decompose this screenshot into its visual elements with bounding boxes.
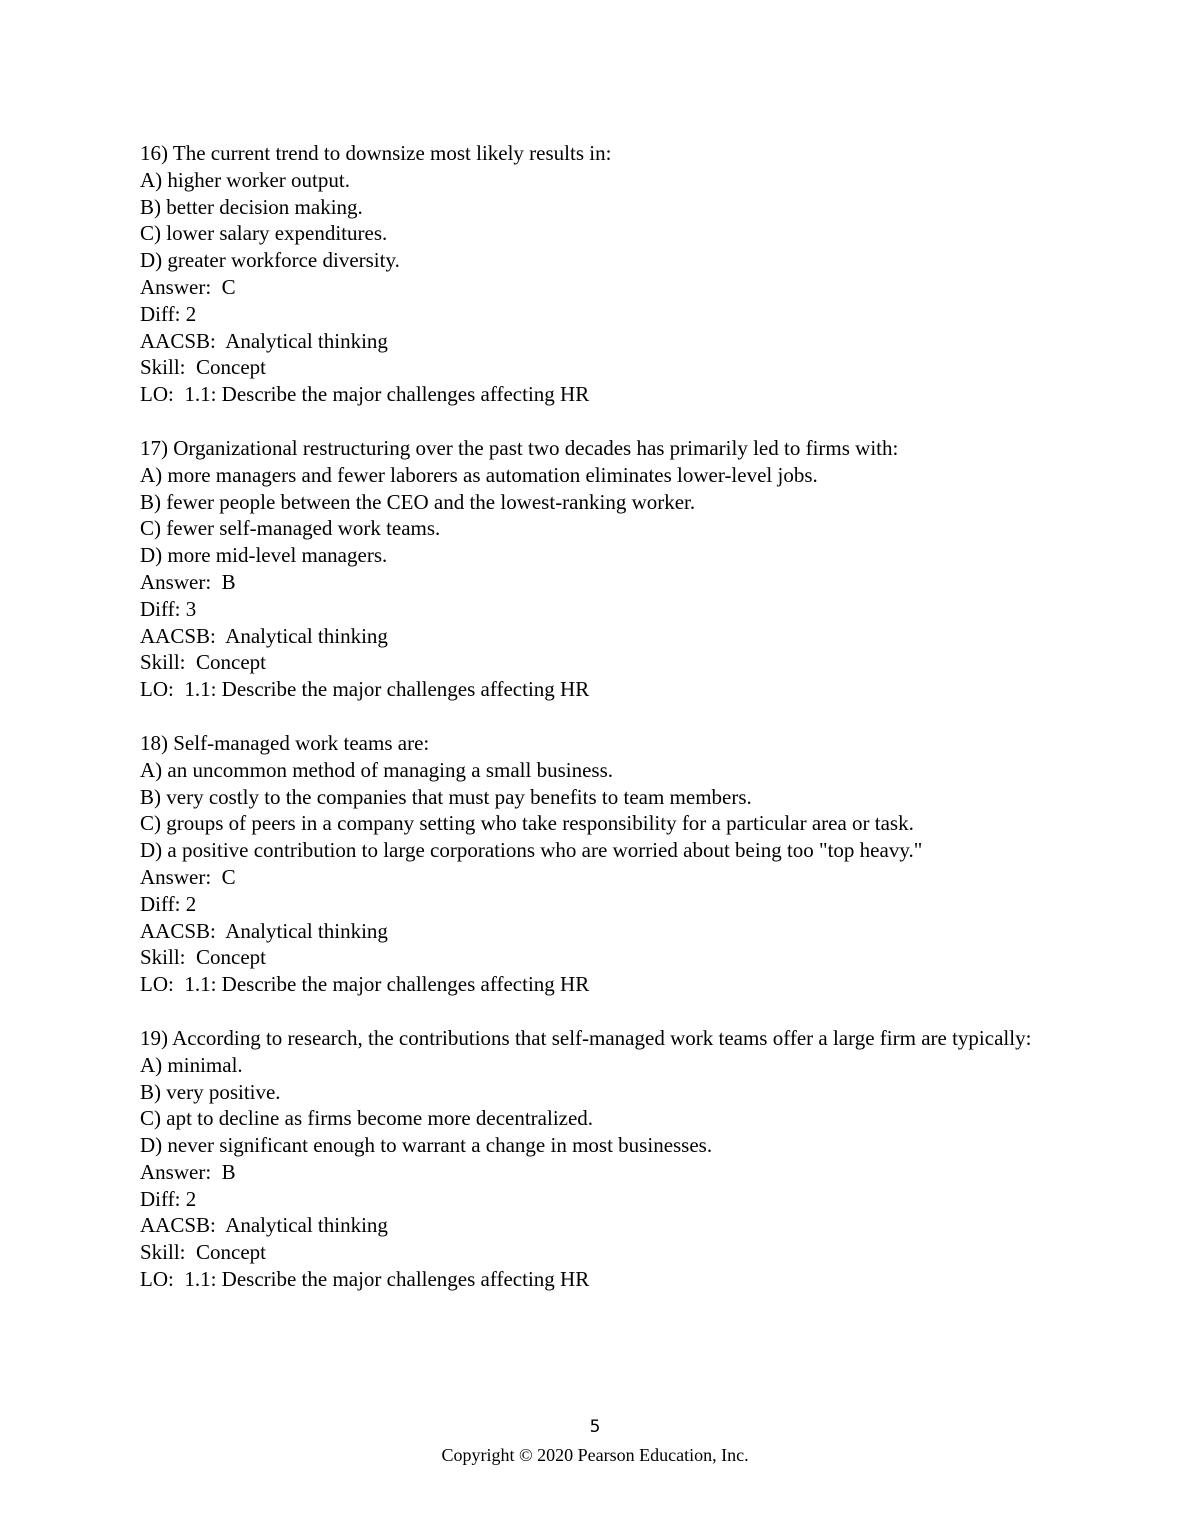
answer: Answer: C bbox=[140, 274, 236, 299]
question-16 bbox=[140, 140, 1060, 408]
aacsb: AACSB: Analytical thinking bbox=[140, 918, 388, 943]
answer: Answer: B bbox=[140, 569, 236, 594]
skill: Skill: Concept bbox=[140, 945, 266, 970]
learning-objective: LO: 1.1: Describe the major challenges affecting HR bbox=[140, 677, 590, 702]
option-d: D) never significant enough to warrant a change in most businesses. bbox=[140, 1133, 713, 1158]
skill: Skill: Concept bbox=[140, 650, 266, 675]
option-c: C) groups of peers in a company setting who take responsibility for a particular area or task. bbox=[140, 811, 914, 836]
page-number: 5 bbox=[589, 1417, 601, 1437]
option-c: C) fewer self-managed work teams. bbox=[140, 516, 441, 541]
option-b: B) better decision making. bbox=[140, 194, 363, 219]
question-17 bbox=[140, 435, 1060, 703]
question-19 bbox=[140, 1025, 1060, 1293]
document-body bbox=[140, 140, 1060, 1320]
question-18 bbox=[140, 730, 1060, 998]
option-a: A) an uncommon method of managing a small business. bbox=[140, 757, 614, 782]
option-d: D) greater workforce diversity. bbox=[140, 248, 400, 273]
difficulty: Diff: 3 bbox=[140, 596, 197, 621]
difficulty: Diff: 2 bbox=[140, 301, 197, 326]
learning-objective: LO: 1.1: Describe the major challenges affecting HR bbox=[140, 1267, 590, 1292]
learning-objective: LO: 1.1: Describe the major challenges affecting HR bbox=[140, 382, 590, 407]
learning-objective: LO: 1.1: Describe the major challenges affecting HR bbox=[140, 972, 590, 997]
skill: Skill: Concept bbox=[140, 1240, 266, 1265]
option-b: B) very positive. bbox=[140, 1079, 281, 1104]
answer: Answer: C bbox=[140, 864, 236, 889]
difficulty: Diff: 2 bbox=[140, 891, 197, 916]
option-c: C) apt to decline as firms become more decentralized. bbox=[140, 1106, 594, 1131]
copyright-notice: Copyright © 2020 Pearson Education, Inc. bbox=[441, 1445, 749, 1465]
option-b: B) very costly to the companies that must pay benefits to team members. bbox=[140, 784, 752, 809]
question-stem: 19) According to research, the contributions that self-managed work teams offer a large firm are typically: bbox=[140, 1025, 1032, 1050]
aacsb: AACSB: Analytical thinking bbox=[140, 623, 388, 648]
option-d: D) a positive contribution to large corporations who are worried about being too "top heavy." bbox=[140, 838, 923, 863]
option-b: B) fewer people between the CEO and the lowest-ranking worker. bbox=[140, 489, 696, 514]
skill: Skill: Concept bbox=[140, 355, 266, 380]
aacsb: AACSB: Analytical thinking bbox=[140, 328, 388, 353]
difficulty: Diff: 2 bbox=[140, 1186, 197, 1211]
question-stem: 17) Organizational restructuring over the past two decades has primarily led to firms with: bbox=[140, 435, 899, 460]
answer: Answer: B bbox=[140, 1159, 236, 1184]
option-a: A) more managers and fewer laborers as automation eliminates lower-level jobs. bbox=[140, 462, 818, 487]
option-a: A) minimal. bbox=[140, 1052, 243, 1077]
option-d: D) more mid-level managers. bbox=[140, 543, 388, 568]
question-stem: 18) Self-managed work teams are: bbox=[140, 730, 430, 755]
question-stem: 16) The current trend to downsize most likely results in: bbox=[140, 141, 612, 165]
option-c: C) lower salary expenditures. bbox=[140, 221, 388, 246]
option-a: A) higher worker output. bbox=[140, 167, 350, 192]
aacsb: AACSB: Analytical thinking bbox=[140, 1213, 388, 1238]
